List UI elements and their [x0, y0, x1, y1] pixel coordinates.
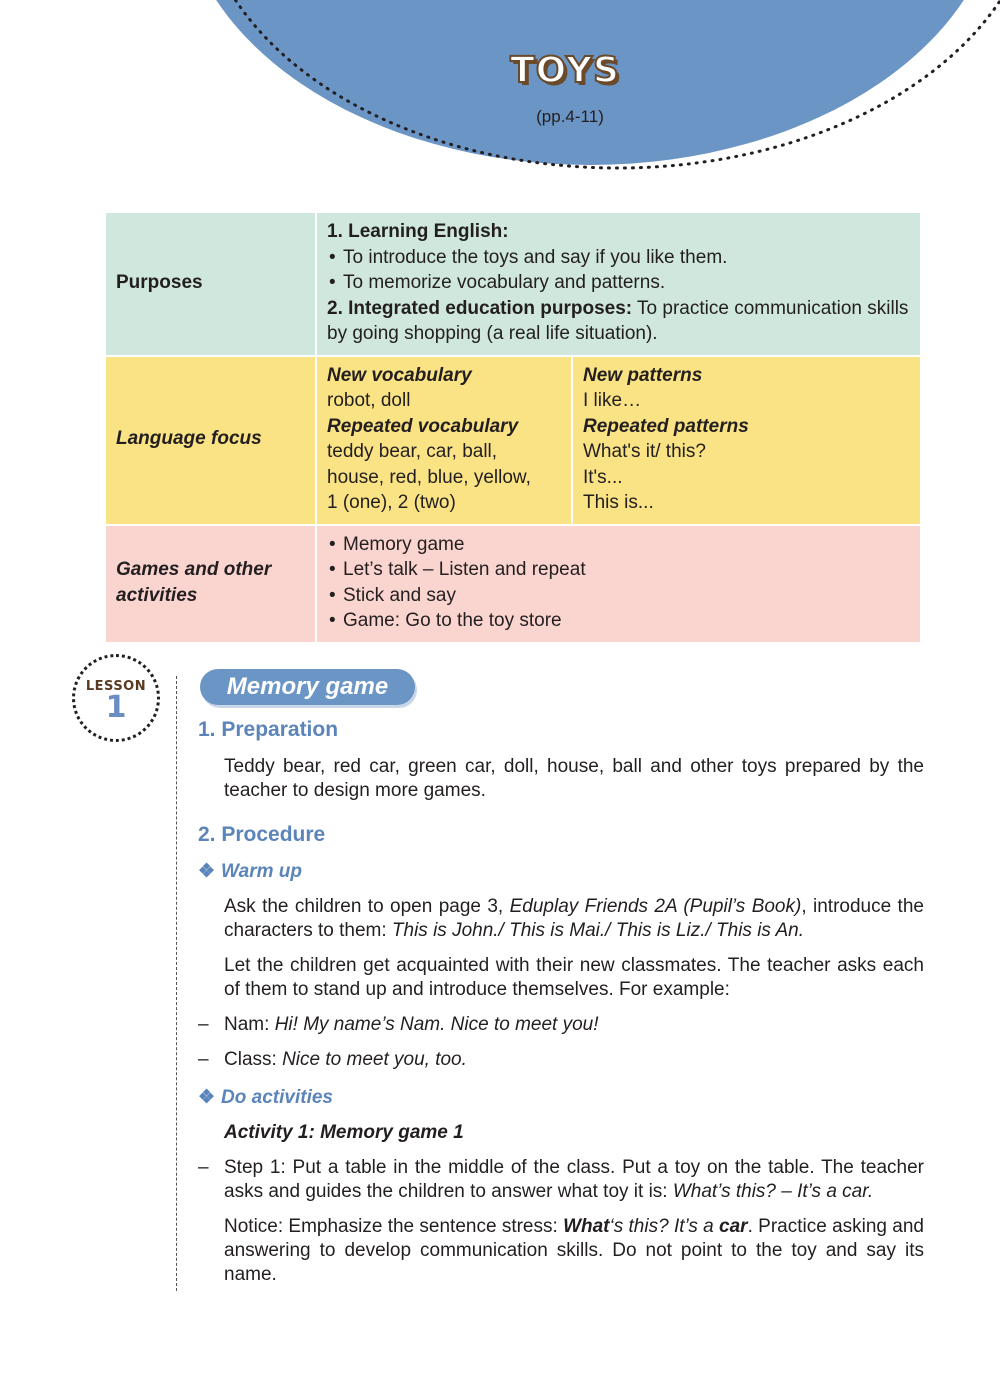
new-vocab-heading: New vocabulary — [327, 364, 472, 386]
dash-marker: – — [198, 1014, 209, 1035]
warm-up-paragraph-1 — [198, 895, 924, 943]
games-row — [105, 525, 921, 643]
warm-up-label: Warm up — [221, 861, 302, 882]
repeated-patterns-heading: Repeated patterns — [583, 415, 749, 437]
games-list — [327, 532, 910, 634]
do-activities-label: Do activities — [221, 1087, 333, 1108]
repeated-vocab-heading: Repeated vocabulary — [327, 415, 519, 437]
page-range: (pp.4-11) — [536, 107, 604, 126]
games-content — [316, 525, 921, 643]
purposes-heading-1: 1. Learning English: — [327, 221, 509, 242]
preparation-text: Teddy bear, red car, green car, doll, house, ball and other toys prepared by the teacher to design more games. — [224, 756, 924, 801]
purposes-heading-2: 2. Integrated education purposes: — [327, 297, 633, 319]
games-item: • Stick and say — [327, 583, 910, 609]
text-run: , introduce the characters to them: — [224, 896, 924, 941]
lesson-content — [198, 718, 924, 1287]
lesson-badge — [72, 654, 160, 742]
patterns-cell — [572, 356, 921, 525]
text-run: Step 1: Put a table in the middle of the class. Put a toy on the table. The teacher asks and guides the children to answer what toy it is: — [224, 1157, 924, 1202]
example-sentences: This is John./ This is Mai./ This is Liz./ This is An. — [391, 920, 805, 941]
text-run: Notice: Emphasize the sentence stress: — [224, 1216, 564, 1237]
header-blob — [0, 0, 1000, 200]
purposes-row — [105, 212, 921, 356]
repeated-pattern: What's it/ this? — [583, 441, 706, 462]
text-run: . Practice asking and answering to develop communication skills. Do not point to the toy and say its name. — [224, 1216, 924, 1285]
repeated-vocab-line: 1 (one), 2 (two) — [327, 492, 456, 513]
new-patterns: I like… — [583, 390, 642, 411]
speaker-line: Hi! My name’s Nam. Nice to meet you! — [274, 1014, 599, 1035]
stressed-word: What — [563, 1216, 610, 1237]
games-item: • Game: Go to the toy store — [327, 608, 910, 634]
purposes-item: • To introduce the toys and say if you like them. — [327, 245, 910, 271]
vocabulary-cell — [316, 356, 572, 525]
purposes-integrated — [327, 296, 910, 347]
warm-up-paragraph-2: Let the children get acquainted with their new classmates. The teacher asks each of them to stand up and introduce themselves. For example: — [224, 955, 924, 1000]
lesson-word: LESSON — [85, 679, 147, 694]
purposes-item: • To memorize vocabulary and patterns. — [327, 270, 910, 296]
warm-up-heading — [198, 860, 924, 884]
purposes-integrated-text: To practice communication skills by going shopping (a real life situation). — [327, 297, 909, 344]
notice-paragraph — [198, 1215, 924, 1287]
section-pill: Memory game — [200, 669, 415, 705]
step-1 — [198, 1156, 924, 1204]
procedure-heading: 2. Procedure — [198, 823, 326, 846]
text-run: ‘s this? It’s a — [609, 1216, 720, 1237]
purposes-list — [327, 245, 910, 296]
repeated-vocab-line: teddy bear, car, ball, — [327, 441, 498, 462]
purposes-label: Purposes — [105, 212, 316, 356]
speaker-label: Nam: — [224, 1014, 275, 1035]
repeated-vocab-line: house, red, blue, yellow, — [327, 466, 531, 488]
preparation-heading: 1. Preparation — [198, 718, 339, 741]
new-patterns-heading: New patterns — [583, 364, 703, 386]
games-label: Games and other activities — [105, 525, 316, 643]
speaker-label: Class: — [224, 1049, 283, 1070]
purposes-content — [316, 212, 921, 356]
stressed-word: car — [719, 1216, 748, 1237]
example-question: What’s this? – It’s a car. — [672, 1181, 874, 1202]
header-banner — [0, 0, 1000, 200]
dialogue-line-class — [198, 1048, 924, 1072]
language-row — [105, 356, 921, 525]
repeated-pattern: This is... — [583, 492, 654, 513]
new-vocab: robot, doll — [327, 390, 411, 411]
lesson-number: 1 — [105, 690, 127, 725]
dash-marker: – — [198, 1157, 209, 1178]
margin-divider — [176, 676, 177, 1291]
diamond-icon: ❖ — [198, 1087, 216, 1108]
do-activities-heading — [198, 1086, 924, 1110]
page-title: TOYS — [510, 50, 620, 91]
book-title: Eduplay Friends 2A (Pupil’s Book) — [509, 896, 802, 917]
repeated-pattern: It's... — [583, 466, 623, 488]
dash-marker: – — [198, 1049, 209, 1070]
activity-heading: Activity 1: Memory game 1 — [224, 1122, 464, 1143]
games-item: • Let’s talk – Listen and repeat — [327, 557, 910, 583]
games-item: • Memory game — [327, 532, 910, 558]
text-run: Ask the children to open page 3, — [224, 896, 510, 917]
dialogue-line-nam — [198, 1013, 924, 1037]
diamond-icon: ❖ — [198, 861, 216, 882]
language-label: Language focus — [105, 356, 316, 525]
speaker-line: Nice to meet you, too. — [282, 1049, 467, 1070]
lesson-plan-table — [104, 211, 922, 644]
